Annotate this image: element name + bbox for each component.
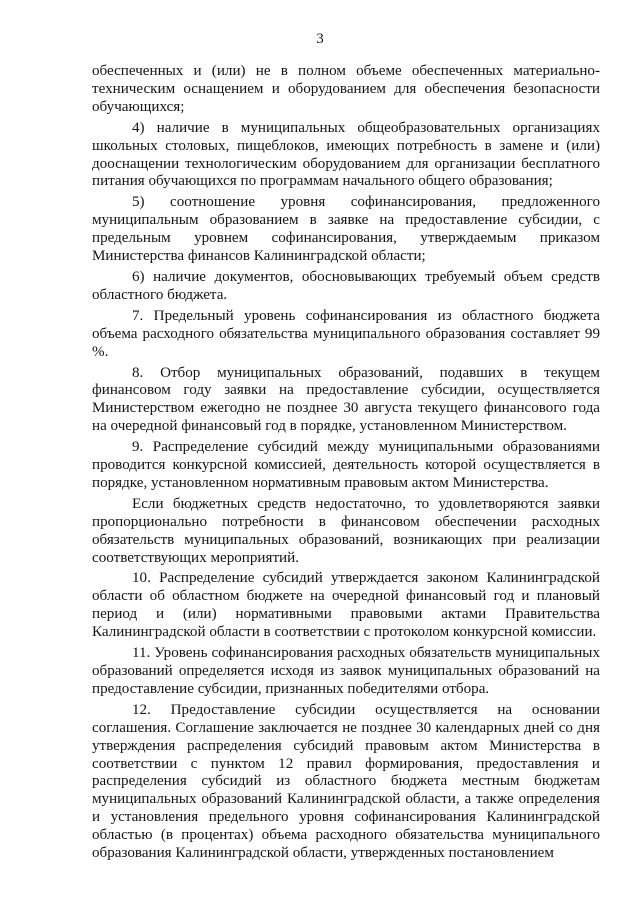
- paragraph-clause-7: 7. Предельный уровень софинансирования из областного бюджета объема расходного обязательства муниципального образования составляет 99 %.: [92, 307, 600, 360]
- paragraph-item-5: 5) соотношение уровня софинансирования, предложенного муниципальным образованием в заявке на предоставление субсидии, с предельным уровнем софинансирования, утверждаемым приказом Министерства финансов Калининградской области;: [92, 194, 600, 265]
- paragraph-continuation: обеспеченных и (или) не в полном объеме обеспеченных материально-техническим оснащением и оборудованием для обеспечения безопасности обучающихся;: [92, 63, 600, 115]
- page-number: 3: [316, 31, 324, 47]
- paragraph-clause-11: 11. Уровень софинансирования расходных обязательств муниципальных образований определяется исходя из заявок муниципальных образований на предоставление субсидии, признанных победителями отбора.: [92, 645, 600, 697]
- document-body: [92, 63, 600, 863]
- paragraph-clause-9: 9. Распределение субсидий между муниципальными образованиями проводится конкурсной комиссией, деятельность которой осуществляется в порядке, установленном нормативным правовым актом Министерства.: [92, 439, 600, 491]
- paragraph-clause-9-insufficient-funds: Если бюджетных средств недостаточно, то удовлетворяются заявки пропорционально потребности в финансовом обеспечении расходных обязательств муниципальных образований, возникающих при реализации соответствующих мероприятий.: [92, 495, 600, 566]
- paragraph-item-4: 4) наличие в муниципальных общеобразовательных организациях школьных столовых, пищеблоков, имеющих потребность в замене и (или) дооснащении технологическим оборудованием для организации бесплатного питания обучающихся по программам начального общего образования;: [92, 119, 600, 190]
- paragraph-clause-8: 8. Отбор муниципальных образований, подавших в текущем финансовом году заявки на предоставление субсидии, осуществляется Министерством ежегодно не позднее 30 августа текущего финансового года на очередной финансовый год в порядке, установленном Министерством.: [92, 364, 600, 435]
- paragraph-clause-12: 12. Предоставление субсидии осуществляется на основании соглашения. Соглашение заключается не позднее 30 календарных дней со дня утверждения распределения субсидий правовым актом Министерства в соответствии с пунктом 12 правил формирования, предоставления и распределения субсидий из областного бюджета местным бюджетам муниципальных образований Калининградской области, а также определения и установления предельного уровня софинансирования Калининградской областью (в процентах) объема расходного обязательства муниципального образования Калининградской области, утвержденных постановлением: [92, 701, 600, 862]
- paragraph-item-6: 6) наличие документов, обосновывающих требуемый объем средств областного бюджета.: [92, 268, 600, 303]
- paragraph-clause-10: 10. Распределение субсидий утверждается законом Калининградской области об областном бюджете на очередной финансовый год и плановый период и (или) нормативными правовыми актами Правительства Калининградской области в соответствии с протоколом конкурсной комиссии.: [92, 570, 600, 641]
